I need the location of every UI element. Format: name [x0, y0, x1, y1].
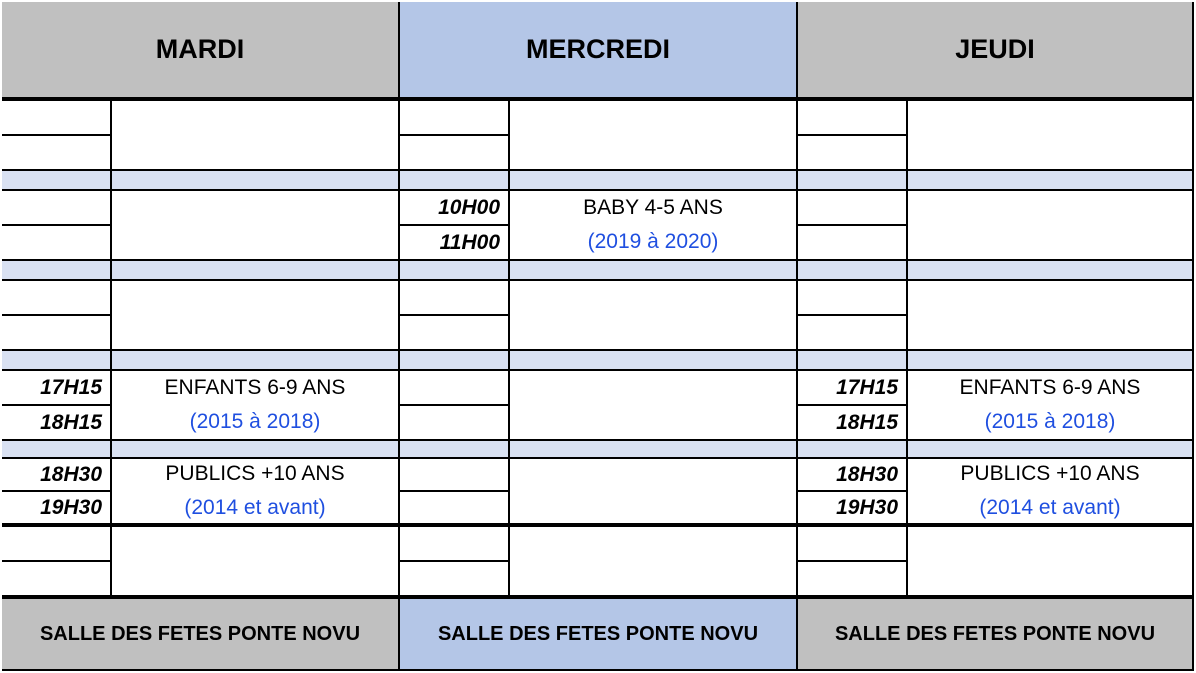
- end-time: 19H30: [836, 495, 898, 519]
- time-start-cell: [400, 191, 508, 224]
- room-footer-jeudi: [798, 599, 1192, 669]
- time-start-cell: [2, 459, 110, 490]
- separator-row: [798, 261, 906, 279]
- empty-activity-cell: [112, 281, 398, 349]
- time-end-cell: [2, 136, 110, 169]
- separator-row: [510, 351, 796, 369]
- separator-row: [798, 441, 906, 457]
- time-start-cell: [798, 101, 906, 134]
- activity-years: (2014 et avant): [979, 496, 1121, 519]
- start-time: 10H00: [438, 195, 500, 219]
- activity-title: BABY 4-5 ANS: [583, 196, 723, 219]
- time-start-cell: [798, 191, 906, 224]
- day-name: JEUDI: [955, 34, 1035, 64]
- separator-row: [798, 351, 906, 369]
- time-end-cell: [400, 226, 508, 259]
- room-name: SALLE DES FETES PONTE NOVU: [834, 622, 1156, 645]
- day-name: MERCREDI: [525, 34, 670, 64]
- time-end-cell: [2, 406, 110, 439]
- empty-activity-cell: [510, 459, 796, 523]
- activity-title: PUBLICS +10 ANS: [165, 462, 345, 485]
- time-end-cell: [400, 136, 508, 169]
- time-start-cell: [400, 281, 508, 314]
- separator-row: [2, 261, 110, 279]
- separator-row: [2, 351, 110, 369]
- day-header-jeudi: [798, 2, 1192, 97]
- day-header-mardi: [2, 2, 398, 97]
- empty-activity-cell: [112, 191, 398, 259]
- room-name: SALLE DES FETES PONTE NOVU: [437, 622, 759, 645]
- time-end-cell: [400, 562, 508, 595]
- separator-row: [798, 171, 906, 189]
- time-end-cell: [400, 316, 508, 349]
- empty-activity-cell: [510, 281, 796, 349]
- activity-cell: [908, 371, 1192, 439]
- separator-row: [908, 261, 1192, 279]
- time-start-cell: [400, 527, 508, 560]
- separator-row: [2, 171, 110, 189]
- time-start-cell: [400, 459, 508, 490]
- separator-row: [510, 261, 796, 279]
- time-start-cell: [2, 191, 110, 224]
- time-end-cell: [2, 226, 110, 259]
- time-start-cell: [2, 281, 110, 314]
- time-end-cell: [798, 316, 906, 349]
- time-end-cell: [400, 492, 508, 523]
- separator-row: [510, 441, 796, 457]
- day-name: MARDI: [155, 34, 245, 64]
- end-time: 18H15: [836, 410, 898, 434]
- activity-cell: [510, 191, 796, 259]
- room-footer-mercredi: [400, 599, 796, 669]
- time-end-cell: [2, 316, 110, 349]
- separator-row: [112, 171, 398, 189]
- time-end-cell: [798, 226, 906, 259]
- day-header-mercredi: [400, 2, 796, 97]
- separator-row: [908, 441, 1192, 457]
- activity-years: (2015 à 2018): [984, 410, 1116, 433]
- time-end-cell: [798, 406, 906, 439]
- separator-row: [112, 441, 398, 457]
- time-end-cell: [798, 492, 906, 523]
- weekly-schedule-grid: [2, 2, 1194, 671]
- activity-years: (2014 et avant): [184, 496, 326, 519]
- time-start-cell: [798, 459, 906, 490]
- separator-row: [510, 171, 796, 189]
- empty-activity-cell: [908, 191, 1192, 259]
- start-time: 18H30: [40, 462, 102, 486]
- activity-title: PUBLICS +10 ANS: [960, 462, 1140, 485]
- time-start-cell: [2, 101, 110, 134]
- separator-row: [400, 261, 508, 279]
- separator-row: [400, 441, 508, 457]
- time-end-cell: [2, 562, 110, 595]
- separator-row: [400, 171, 508, 189]
- start-time: 18H30: [836, 462, 898, 486]
- time-start-cell: [400, 371, 508, 404]
- end-time: 18H15: [40, 410, 102, 434]
- empty-activity-cell: [908, 281, 1192, 349]
- empty-activity-cell: [510, 101, 796, 169]
- room-name: SALLE DES FETES PONTE NOVU: [39, 622, 361, 645]
- empty-activity-cell: [112, 101, 398, 169]
- empty-activity-cell: [908, 101, 1192, 169]
- time-start-cell: [798, 527, 906, 560]
- start-time: 17H15: [40, 375, 102, 399]
- separator-row: [908, 351, 1192, 369]
- activity-title: ENFANTS 6-9 ANS: [164, 376, 346, 399]
- time-start-cell: [798, 371, 906, 404]
- empty-activity-cell: [510, 527, 796, 595]
- activity-years: (2019 à 2020): [587, 230, 719, 253]
- activity-years: (2015 à 2018): [189, 410, 321, 433]
- time-start-cell: [2, 371, 110, 404]
- start-time: 17H15: [836, 375, 898, 399]
- time-end-cell: [400, 406, 508, 439]
- activity-title: ENFANTS 6-9 ANS: [959, 376, 1141, 399]
- separator-row: [908, 171, 1192, 189]
- time-start-cell: [798, 281, 906, 314]
- empty-activity-cell: [908, 527, 1192, 595]
- separator-row: [400, 351, 508, 369]
- time-start-cell: [400, 101, 508, 134]
- separator-row: [2, 441, 110, 457]
- end-time: 19H30: [40, 495, 102, 519]
- empty-activity-cell: [112, 527, 398, 595]
- activity-cell: [112, 371, 398, 439]
- separator-row: [112, 351, 398, 369]
- time-end-cell: [798, 562, 906, 595]
- empty-activity-cell: [510, 371, 796, 439]
- activity-cell: [908, 459, 1192, 523]
- time-end-cell: [798, 136, 906, 169]
- time-start-cell: [2, 527, 110, 560]
- end-time: 11H00: [439, 230, 500, 254]
- activity-cell: [112, 459, 398, 523]
- separator-row: [112, 261, 398, 279]
- room-footer-mardi: [2, 599, 398, 669]
- time-end-cell: [2, 492, 110, 523]
